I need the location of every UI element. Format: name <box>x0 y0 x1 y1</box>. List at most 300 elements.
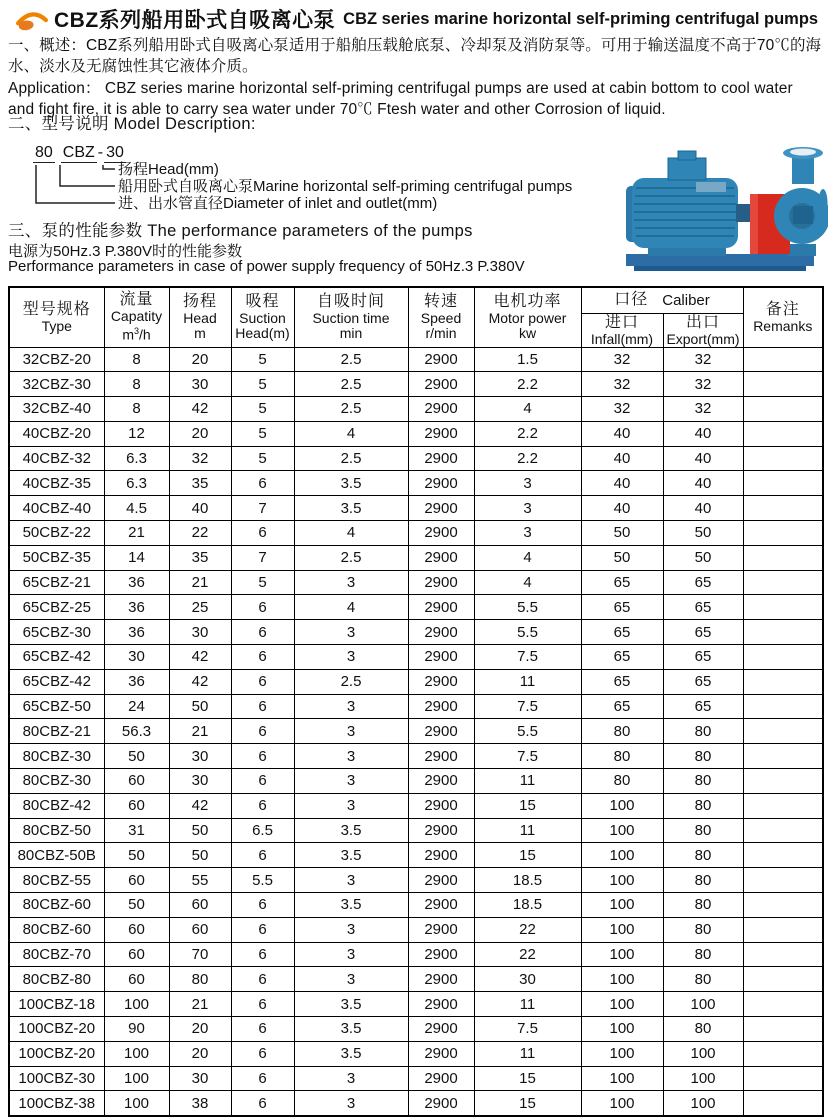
table-row <box>9 669 823 694</box>
cell: 6 <box>231 992 294 1017</box>
cell <box>743 967 823 992</box>
cell: 7.5 <box>474 1017 581 1042</box>
cell <box>743 942 823 967</box>
cell: 100 <box>104 1041 169 1066</box>
cell: 38 <box>169 1091 231 1116</box>
cell: 65 <box>581 620 663 645</box>
cell <box>743 669 823 694</box>
model-code-size: 80 <box>35 144 53 161</box>
cell: 3 <box>294 620 408 645</box>
cell <box>743 372 823 397</box>
cell: 2900 <box>408 645 474 670</box>
cell: 60 <box>104 793 169 818</box>
table-row <box>9 818 823 843</box>
table-row <box>9 868 823 893</box>
cell: 7 <box>231 496 294 521</box>
cell: 2.5 <box>294 372 408 397</box>
col-header-head: 扬程 Head m <box>169 287 231 347</box>
cell: 2.2 <box>474 372 581 397</box>
table-row <box>9 1017 823 1042</box>
cell: 3.5 <box>294 992 408 1017</box>
cell: 32CBZ-40 <box>9 397 104 422</box>
cell: 36 <box>104 620 169 645</box>
cell: 60 <box>104 868 169 893</box>
table-row <box>9 744 823 769</box>
performance-heading: 三、泵的性能参数 The performance parameters of the pumps <box>8 222 473 240</box>
model-description-heading: 二、型号说明 Model Description: <box>8 115 256 133</box>
cell: 80 <box>663 868 743 893</box>
cell: 2900 <box>408 818 474 843</box>
col-header-caliber: 口径 Caliber <box>581 287 743 313</box>
performance-table <box>8 286 824 1117</box>
cell: 3 <box>294 917 408 942</box>
cell: 2900 <box>408 719 474 744</box>
power-supply-note-en: Performance parameters in case of power supply frequency of 50Hz.3 P.380V <box>8 258 525 275</box>
cell: 2900 <box>408 397 474 422</box>
cell: 40CBZ-20 <box>9 421 104 446</box>
cell: 40 <box>581 471 663 496</box>
cell: 25 <box>169 595 231 620</box>
table-row <box>9 843 823 868</box>
cell: 11 <box>474 818 581 843</box>
cell: 100 <box>581 843 663 868</box>
col-header-export: 出口 Export(mm) <box>663 313 743 347</box>
cell: 22 <box>474 917 581 942</box>
cell: 80 <box>663 942 743 967</box>
cell: 40 <box>581 496 663 521</box>
col-header-motor-power: 电机功率 Motor power kw <box>474 287 581 347</box>
cell: 65 <box>663 620 743 645</box>
table-row <box>9 917 823 942</box>
cell: 3 <box>474 496 581 521</box>
cell: 65CBZ-21 <box>9 570 104 595</box>
cell: 6 <box>231 1091 294 1116</box>
cell <box>743 793 823 818</box>
cell <box>743 570 823 595</box>
cell: 2900 <box>408 421 474 446</box>
cell <box>743 471 823 496</box>
cell <box>743 397 823 422</box>
cell <box>743 992 823 1017</box>
cell: 6 <box>231 744 294 769</box>
cell: 50CBZ-22 <box>9 521 104 546</box>
cell: 80 <box>663 793 743 818</box>
cell: 35 <box>169 545 231 570</box>
cell <box>743 496 823 521</box>
cell: 80 <box>663 917 743 942</box>
cell: 3 <box>474 471 581 496</box>
cell: 3 <box>294 645 408 670</box>
cell: 3 <box>294 1066 408 1091</box>
cell: 65CBZ-42 <box>9 669 104 694</box>
cell: 2900 <box>408 769 474 794</box>
overview-paragraph-zh: 一、概述：CBZ系列船用卧式自吸离心泵适用于船舶压载舱底泵、冷却泵及消防泵等。可用于输送温度不高于70℃的海水、淡水及无腐蚀性其它液体介质。 <box>8 37 822 75</box>
cell: 20 <box>169 347 231 372</box>
table-row <box>9 1041 823 1066</box>
cell: 80CBZ-50B <box>9 843 104 868</box>
cell: 2900 <box>408 446 474 471</box>
cell: 36 <box>104 669 169 694</box>
cell: 6 <box>231 1066 294 1091</box>
cell <box>743 818 823 843</box>
cell: 3 <box>294 1091 408 1116</box>
cell <box>743 347 823 372</box>
cell: 4 <box>294 595 408 620</box>
cell: 2900 <box>408 372 474 397</box>
cell: 3.5 <box>294 818 408 843</box>
cell: 30 <box>169 1066 231 1091</box>
cell: 6 <box>231 1041 294 1066</box>
cell: 100 <box>581 1091 663 1116</box>
table-row <box>9 471 823 496</box>
cell: 2900 <box>408 1017 474 1042</box>
cell: 32CBZ-20 <box>9 347 104 372</box>
cell: 14 <box>104 545 169 570</box>
cell: 65CBZ-50 <box>9 694 104 719</box>
cell: 3 <box>294 769 408 794</box>
cell <box>743 1091 823 1116</box>
cell: 21 <box>169 992 231 1017</box>
cell: 15 <box>474 1066 581 1091</box>
cell <box>743 769 823 794</box>
cell: 60 <box>169 893 231 918</box>
cell: 6.5 <box>231 818 294 843</box>
cell <box>743 645 823 670</box>
cell: 3.5 <box>294 893 408 918</box>
cell: 100 <box>581 942 663 967</box>
cell: 80CBZ-60 <box>9 917 104 942</box>
cell: 2900 <box>408 1041 474 1066</box>
cell: 2.5 <box>294 347 408 372</box>
cell: 70 <box>169 942 231 967</box>
cell: 6 <box>231 967 294 992</box>
cell: 90 <box>104 1017 169 1042</box>
cell: 5.5 <box>231 868 294 893</box>
cell: 2900 <box>408 942 474 967</box>
cell: 80CBZ-30 <box>9 769 104 794</box>
cell: 42 <box>169 397 231 422</box>
cell: 60 <box>104 917 169 942</box>
cell: 6.3 <box>104 446 169 471</box>
cell: 50 <box>169 818 231 843</box>
cell: 2.2 <box>474 446 581 471</box>
cell: 80CBZ-21 <box>9 719 104 744</box>
diagram-label-diameter: 进、出水管直径Diameter of inlet and outlet(mm) <box>118 195 438 212</box>
cell: 30 <box>474 967 581 992</box>
cell: 50 <box>104 744 169 769</box>
cell: 3 <box>294 744 408 769</box>
cell: 80CBZ-70 <box>9 942 104 967</box>
cell: 5 <box>231 446 294 471</box>
cell: 15 <box>474 843 581 868</box>
table-row <box>9 1066 823 1091</box>
cell: 4.5 <box>104 496 169 521</box>
cell: 65 <box>581 669 663 694</box>
cell: 2900 <box>408 620 474 645</box>
cell: 18.5 <box>474 868 581 893</box>
cell: 100 <box>581 1041 663 1066</box>
cell: 50CBZ-35 <box>9 545 104 570</box>
table-row <box>9 893 823 918</box>
col-header-capacity: 流量 Capatity $m^3/h$ <box>104 287 169 347</box>
table-row <box>9 1091 823 1116</box>
cell: 24 <box>104 694 169 719</box>
cell: 50 <box>104 843 169 868</box>
cell: 65 <box>663 570 743 595</box>
table-row <box>9 967 823 992</box>
cell: 6 <box>231 620 294 645</box>
cell: 4 <box>474 570 581 595</box>
cell: 100 <box>581 793 663 818</box>
cell: 2900 <box>408 1066 474 1091</box>
cell: 6 <box>231 719 294 744</box>
cell: 6 <box>231 694 294 719</box>
cell: 65 <box>581 645 663 670</box>
cell: 100 <box>104 992 169 1017</box>
cell: 100 <box>581 917 663 942</box>
cell: 80CBZ-80 <box>9 967 104 992</box>
cell: 65CBZ-30 <box>9 620 104 645</box>
table-row <box>9 719 823 744</box>
brand-swoosh-icon <box>16 6 48 32</box>
cell: 2900 <box>408 868 474 893</box>
cell: 65 <box>581 694 663 719</box>
cell: 2900 <box>408 545 474 570</box>
cell: 100 <box>581 893 663 918</box>
cell: 32 <box>663 397 743 422</box>
cell: 4 <box>294 421 408 446</box>
cell: 32 <box>581 347 663 372</box>
cell: 11 <box>474 992 581 1017</box>
cell: 35 <box>169 471 231 496</box>
cell: 40 <box>581 421 663 446</box>
cell: 2900 <box>408 793 474 818</box>
cell: 5.5 <box>474 719 581 744</box>
cell: 50 <box>169 694 231 719</box>
cell: 65 <box>663 645 743 670</box>
cell: 65 <box>581 595 663 620</box>
cell: 50 <box>169 843 231 868</box>
cell: 100CBZ-30 <box>9 1066 104 1091</box>
model-code-dash: - <box>97 144 104 161</box>
table-row <box>9 397 823 422</box>
cell: 100 <box>104 1091 169 1116</box>
cell: 100 <box>581 967 663 992</box>
cell: 100 <box>581 1066 663 1091</box>
table-row <box>9 496 823 521</box>
cell: 6 <box>231 521 294 546</box>
cell: 80 <box>663 893 743 918</box>
cell: 40CBZ-35 <box>9 471 104 496</box>
cell: 5.5 <box>474 620 581 645</box>
cell: 7.5 <box>474 694 581 719</box>
cell: 40 <box>663 471 743 496</box>
cell: 5 <box>231 372 294 397</box>
cell <box>743 1066 823 1091</box>
cell: 6 <box>231 793 294 818</box>
cell: 2900 <box>408 595 474 620</box>
cell: 80CBZ-60 <box>9 893 104 918</box>
cell: 3 <box>294 793 408 818</box>
cell: 80CBZ-55 <box>9 868 104 893</box>
cell: 40 <box>663 496 743 521</box>
cell: 8 <box>104 397 169 422</box>
cell <box>743 893 823 918</box>
cell: 32 <box>663 372 743 397</box>
cell: 40 <box>169 496 231 521</box>
cell <box>743 595 823 620</box>
cell: 100 <box>663 992 743 1017</box>
cell: 21 <box>169 719 231 744</box>
diagram-label-head: 扬程Head(mm) <box>118 161 219 178</box>
cell: 6 <box>231 942 294 967</box>
cell: 100 <box>104 1066 169 1091</box>
cell: 60 <box>104 967 169 992</box>
cell: 100CBZ-20 <box>9 1017 104 1042</box>
cell: 15 <box>474 793 581 818</box>
table-row <box>9 769 823 794</box>
cell: 60 <box>104 942 169 967</box>
cell: 100 <box>581 868 663 893</box>
cell: 2900 <box>408 521 474 546</box>
cell: 100 <box>663 1091 743 1116</box>
cell: 65 <box>663 595 743 620</box>
cell: 32 <box>581 372 663 397</box>
cell: 100 <box>581 992 663 1017</box>
diagram-label-series: 船用卧式自吸离心泵Marine horizontal self-priming centrifugal pumps <box>118 178 573 195</box>
cell: 2900 <box>408 843 474 868</box>
cell: 32 <box>169 446 231 471</box>
cell <box>743 446 823 471</box>
cell: 3 <box>294 967 408 992</box>
cell: 4 <box>474 545 581 570</box>
cell: 6 <box>231 471 294 496</box>
cell <box>743 744 823 769</box>
cell: 6 <box>231 769 294 794</box>
cell: 30 <box>169 620 231 645</box>
cell: 40CBZ-40 <box>9 496 104 521</box>
table-row <box>9 793 823 818</box>
cell: 2.5 <box>294 446 408 471</box>
col-header-type: 型号规格 Type <box>9 287 104 347</box>
cell: 11 <box>474 1041 581 1066</box>
cell: 100 <box>581 1017 663 1042</box>
cell: 30 <box>104 645 169 670</box>
table-row <box>9 595 823 620</box>
cell: 40 <box>663 421 743 446</box>
cell: 100CBZ-18 <box>9 992 104 1017</box>
cell: 1.5 <box>474 347 581 372</box>
cell: 2900 <box>408 744 474 769</box>
col-header-infall: 进口 Infall(mm) <box>581 313 663 347</box>
cell: 80 <box>581 744 663 769</box>
cell: 3.5 <box>294 1017 408 1042</box>
power-supply-note-zh: 电源为50Hz.3 P.380V时的性能参数 <box>8 243 242 260</box>
cell: 32CBZ-30 <box>9 372 104 397</box>
cell: 80 <box>663 744 743 769</box>
col-header-remarks: 备注 Remanks <box>743 287 823 347</box>
cell: 50 <box>581 521 663 546</box>
cell: 2900 <box>408 471 474 496</box>
table-row <box>9 942 823 967</box>
cell: 100 <box>663 1066 743 1091</box>
cell: 40CBZ-32 <box>9 446 104 471</box>
cell: 2.5 <box>294 397 408 422</box>
cell: 30 <box>169 372 231 397</box>
cell: 80 <box>663 843 743 868</box>
cell: 3 <box>294 868 408 893</box>
table-row <box>9 570 823 595</box>
cell: 7.5 <box>474 744 581 769</box>
cell: 3 <box>294 942 408 967</box>
cell: 11 <box>474 769 581 794</box>
pump-table-body <box>9 347 823 1116</box>
cell: 80CBZ-50 <box>9 818 104 843</box>
cell: 3 <box>474 521 581 546</box>
cell: 80 <box>663 967 743 992</box>
cell: 80 <box>663 719 743 744</box>
cell <box>743 620 823 645</box>
cell: 36 <box>104 570 169 595</box>
cell: 60 <box>104 769 169 794</box>
cell: 50 <box>104 893 169 918</box>
cell <box>743 917 823 942</box>
cell: 50 <box>663 545 743 570</box>
cell: 32 <box>581 397 663 422</box>
cell: 2900 <box>408 669 474 694</box>
cell: 18.5 <box>474 893 581 918</box>
cell: 3 <box>294 694 408 719</box>
cell: 3 <box>294 719 408 744</box>
cell <box>743 545 823 570</box>
cell <box>743 421 823 446</box>
cell: 30 <box>169 769 231 794</box>
table-row <box>9 645 823 670</box>
cell: 3.5 <box>294 471 408 496</box>
cell: 80 <box>663 818 743 843</box>
cell: 80CBZ-30 <box>9 744 104 769</box>
cell: 6 <box>231 893 294 918</box>
model-code-head: 30 <box>106 144 124 161</box>
table-row <box>9 521 823 546</box>
cell: 12 <box>104 421 169 446</box>
cell: 20 <box>169 1041 231 1066</box>
pump-photo <box>612 142 828 278</box>
cell: 20 <box>169 1017 231 1042</box>
cell: 20 <box>169 421 231 446</box>
cell: 80 <box>663 769 743 794</box>
col-header-speed: 转速 Speed r/min <box>408 287 474 347</box>
cell: 55 <box>169 868 231 893</box>
cell: 42 <box>169 669 231 694</box>
cell <box>743 1017 823 1042</box>
model-code-diagram <box>25 144 625 218</box>
table-row <box>9 372 823 397</box>
cell: 42 <box>169 793 231 818</box>
cell: 8 <box>104 372 169 397</box>
cell: 2900 <box>408 967 474 992</box>
capacity-unit: $m^3/h$ <box>122 326 151 344</box>
cell: 3 <box>294 570 408 595</box>
cell: 65CBZ-42 <box>9 645 104 670</box>
cell: 40 <box>581 446 663 471</box>
cell: 11 <box>474 669 581 694</box>
cell: 40 <box>663 446 743 471</box>
page-header <box>16 4 822 34</box>
cell: 65 <box>581 570 663 595</box>
cell: 6.3 <box>104 471 169 496</box>
cell: 2900 <box>408 496 474 521</box>
